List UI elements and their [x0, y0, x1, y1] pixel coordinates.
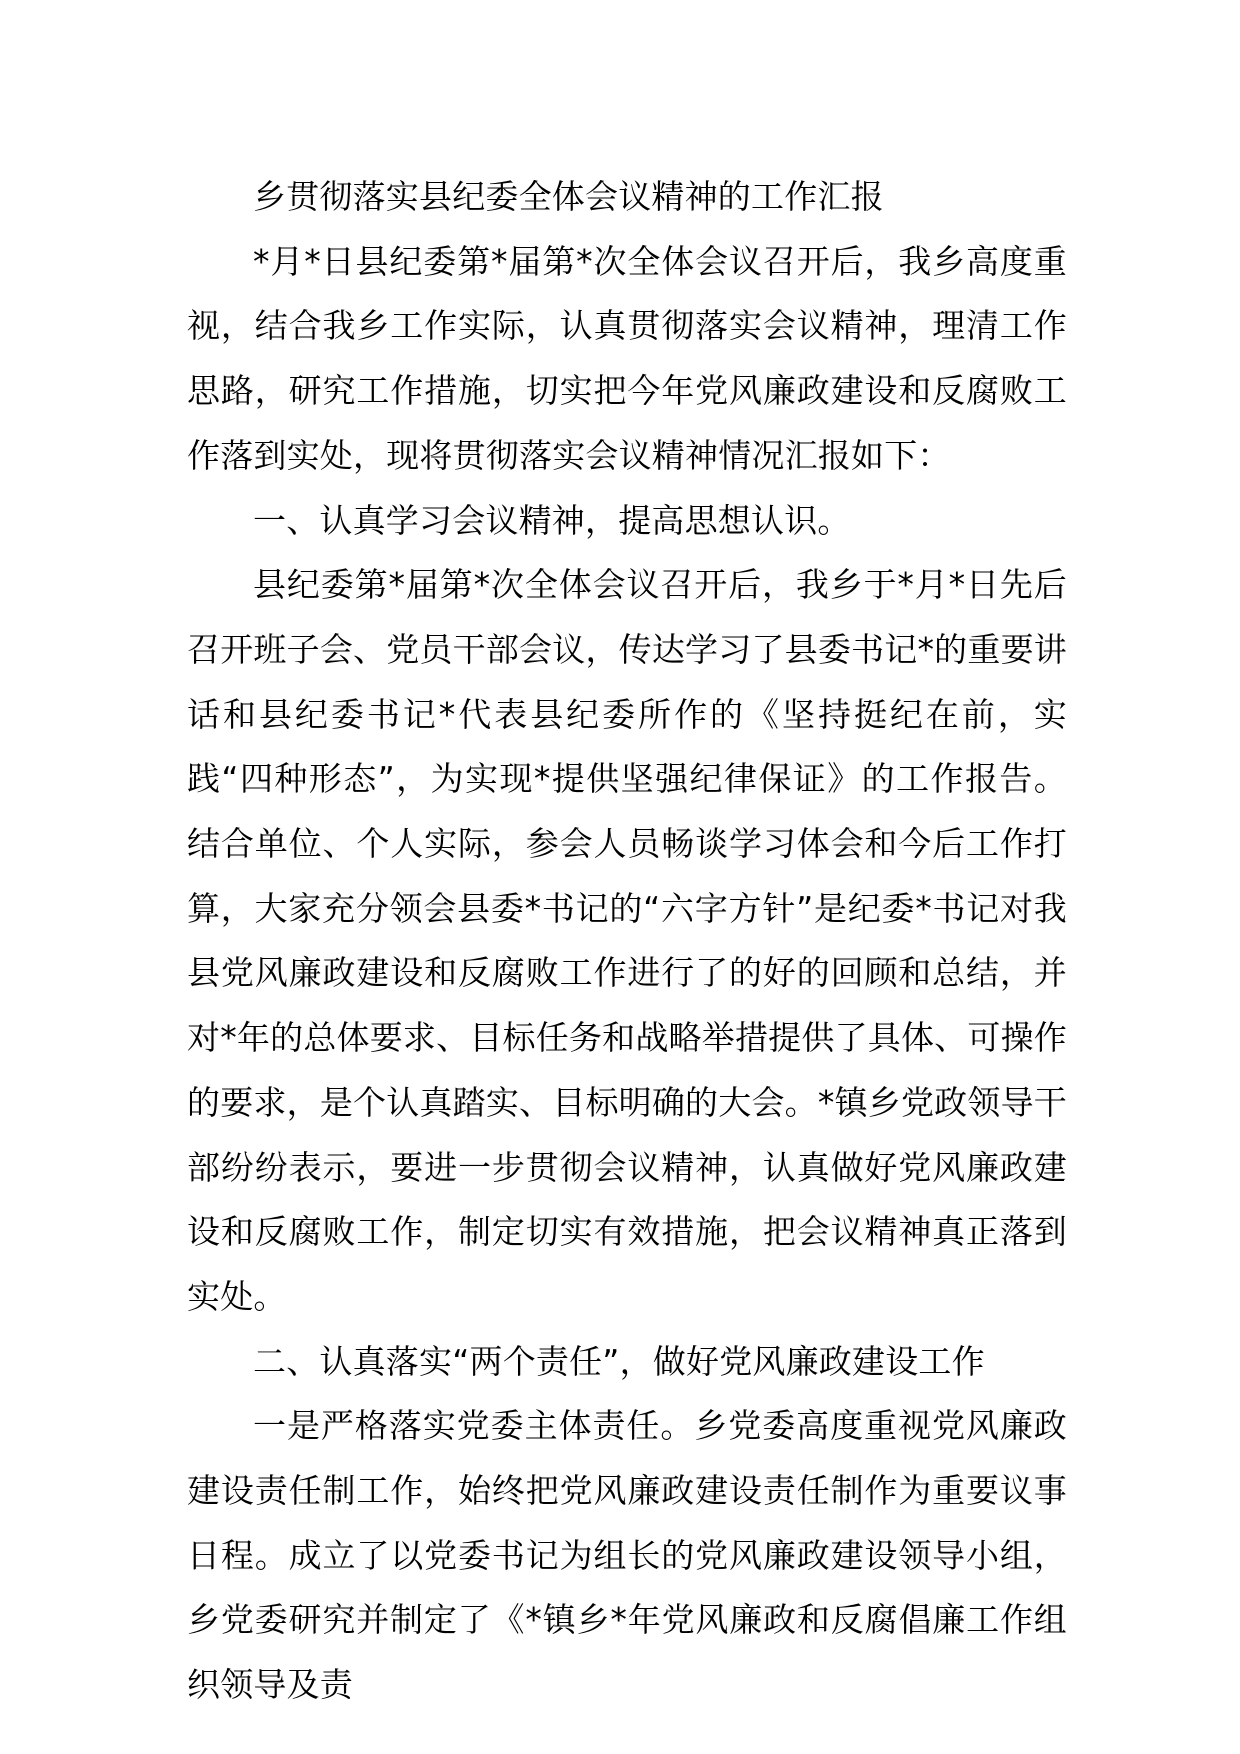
document-body — [187, 165, 1067, 1718]
paragraph-section-1: 县纪委第*届第*次全体会议召开后，我乡于*月*日先后召开班子会、党员干部会议，传达学习了县委书记*的重要讲话和县纪委书记*代表县纪委所作的《坚持挺纪在前，实践“四种形态”，为实现*提供坚强纪律保证》的工作报告。结合单位、个人实际，参会人员畅谈学习体会和今后工作打算，大家充分领会县委*书记的“六字方针”是纪委*书记对我县党风廉政建设和反腐败工作进行了的好的回顾和总结，并对*年的总体要求、目标任务和战略举措提供了具体、可操作的要求，是个认真踏实、目标明确的大会。*镇乡党政领导干部纷纷表示，要进一步贯彻会议精神，认真做好党风廉政建设和反腐败工作，制定切实有效措施，把会议精神真正落到实处。 — [187, 565, 1067, 1316]
section-heading-2: 二、认真落实“两个责任”，做好党风廉政建设工作 — [253, 1341, 985, 1381]
paragraph-section-2: 一是严格落实党委主体责任。乡党委高度重视党风廉政建设责任制工作，始终把党风廉政建设责任制作为重要议事日程。成立了以党委书记为组长的党风廉政建设领导小组，乡党委研究并制定了《*镇乡*年党风廉政和反腐倡廉工作组织领导及责 — [187, 1406, 1067, 1705]
paragraph-intro: *月*日县纪委第*届第*次全体会议召开后，我乡高度重视，结合我乡工作实际，认真贯彻落实会议精神，理清工作思路，研究工作措施，切实把今年党风廉政建设和反腐败工作落到实处，现将贯彻落实会议精神情况汇报如下： — [187, 241, 1067, 475]
document-title: 乡贯彻落实县纪委全体会议精神的工作汇报 — [253, 177, 884, 216]
section-heading-1: 一、认真学习会议精神，提高思想认识。 — [253, 500, 851, 540]
